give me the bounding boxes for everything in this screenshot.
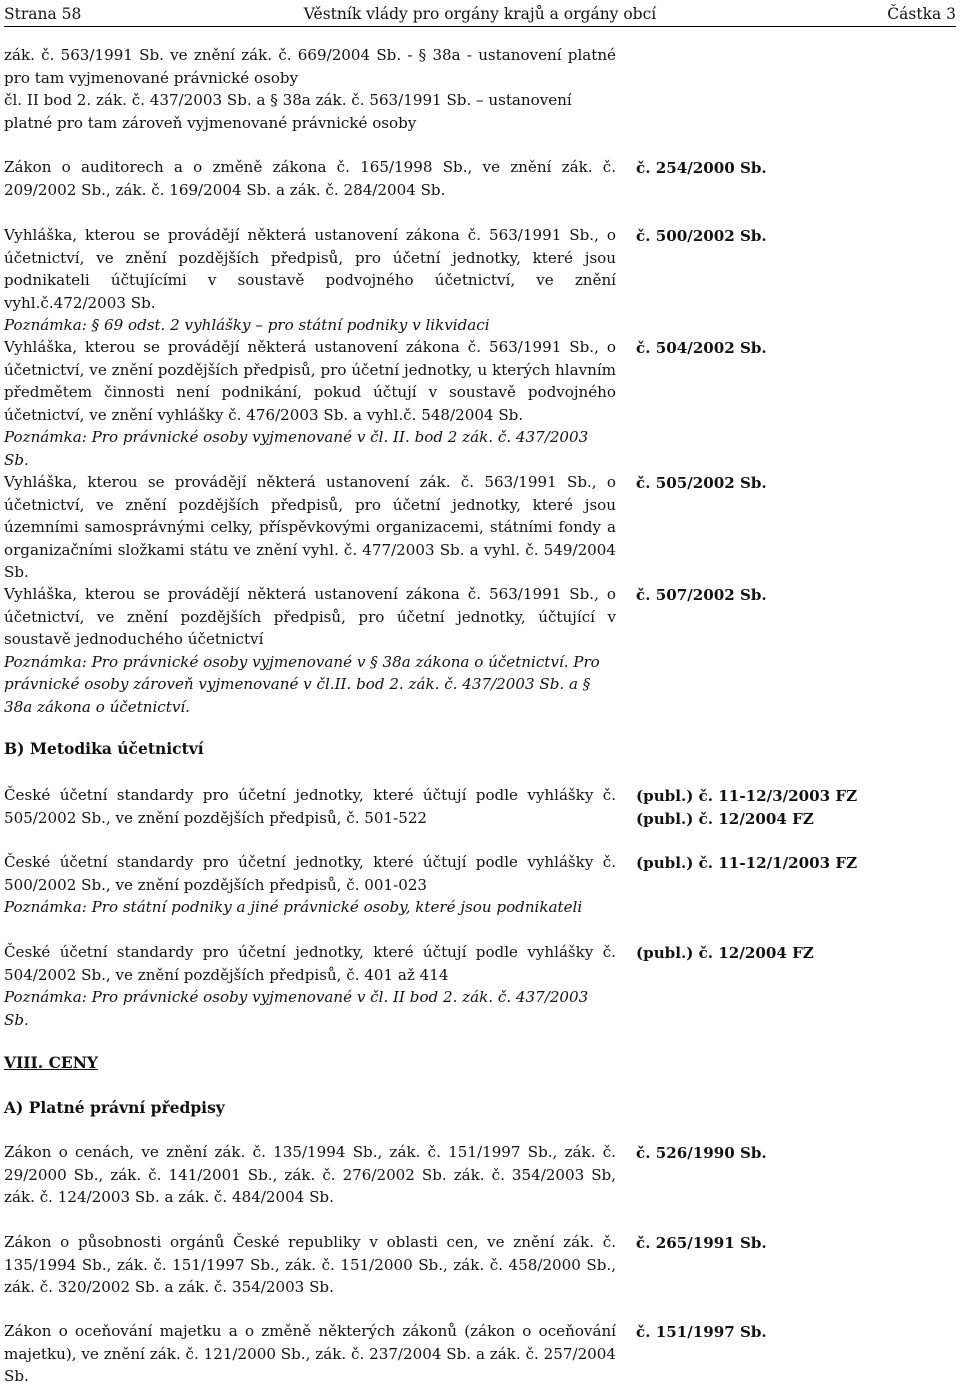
chapter-heading: VIII. CENY bbox=[4, 1053, 98, 1072]
item-reference bbox=[636, 1232, 956, 1255]
item-text: Vyhláška, kterou se provádějí některá ustanovení zákona č. 563/1991 Sb., o účetnictví, ve znění pozdějších předpisů, pro účetní jednotky, které jsou podnikateli účtujícími v soustavě podvojného účetnictví, ve znění vyhl.č.472/2003 Sb. bbox=[4, 226, 616, 312]
list-item bbox=[4, 1141, 616, 1209]
reference-number: č. 504/2002 Sb. bbox=[636, 339, 767, 357]
section-heading: A) Platné právní předpisy bbox=[4, 1098, 225, 1117]
item-reference bbox=[636, 1142, 956, 1165]
item-reference bbox=[636, 584, 956, 607]
page-header bbox=[4, 4, 956, 27]
item-note: Poznámka: Pro právnické osoby vyjmenované v § 38a zákona o účetnictví. Pro právnické osoby zároveň vyjmenované v čl.II. bod 2. zák. č. 437/2003 Sb. a § 38a zákona o účetnictví. bbox=[4, 652, 600, 716]
reference-number: (publ.) č. 12/2004 FZ bbox=[636, 809, 814, 828]
list-item bbox=[4, 336, 616, 471]
reference-number: č. 507/2002 Sb. bbox=[636, 586, 767, 604]
item-text: Zákon o cenách, ve znění zák. č. 135/1994 Sb., zák. č. 151/1997 Sb., zák. č. 29/2000 Sb., zák. č. 141/2001 Sb., zák. č. 276/2002 Sb. zák. č. 354/2003 Sb, zák. č. 124/2003 Sb. a zák. č. 484/2004 Sb. bbox=[4, 1143, 616, 1206]
item-reference bbox=[636, 1321, 956, 1344]
list-item bbox=[4, 941, 616, 1031]
publication-title: Věstník vlády pro orgány krajů a orgány obcí bbox=[303, 5, 657, 23]
item-note: Poznámka: Pro státní podniky a jiné právnické osoby, které jsou podnikateli bbox=[4, 898, 583, 916]
page-number: Strana 58 bbox=[4, 5, 82, 23]
item-note: Poznámka: Pro právnické osoby vyjmenované v čl. II. bod 2 zák. č. 437/2003 Sb. bbox=[4, 428, 589, 469]
list-item bbox=[4, 851, 616, 919]
list-item bbox=[4, 583, 616, 718]
item-text: Vyhláška, kterou se provádějí některá ustanovení zák. č. 563/1991 Sb., o účetnictví, ve znění pozdějších předpisů, pro účetní jednotky, které jsou územními samosprávnými celky, příspěvkovými organizacemi, státními fondy a organizačními složkami státu ve znění vyhl. č. 477/2003 Sb. a vyhl. č. 549/2004 Sb. bbox=[4, 473, 616, 581]
reference-number: č. 254/2000 Sb. bbox=[636, 159, 767, 177]
item-text: České účetní standardy pro účetní jednotky, které účtují podle vyhlášky č. 505/2002 Sb., ve znění pozdějších předpisů, č. 501-522 bbox=[4, 786, 616, 827]
item-note: Poznámka: Pro právnické osoby vyjmenované v čl. II bod 2. zák. č. 437/2003 Sb. bbox=[4, 988, 589, 1029]
reference-number: (publ.) č. 11-12/1/2003 FZ bbox=[636, 854, 858, 872]
item-text: Zákon o auditorech a o změně zákona č. 165/1998 Sb., ve znění zák. č. 209/2002 Sb., zák. č. 169/2004 Sb. a zák. č. 284/2004 Sb. bbox=[4, 158, 616, 199]
item-text: Vyhláška, kterou se provádějí některá ustanovení zákona č. 563/1991 Sb., o účetnictví, ve znění pozdějších předpisů, pro účetní jednotky, účtující v soustavě jednoduchého účetnictví bbox=[4, 585, 616, 648]
list-item bbox=[4, 224, 616, 337]
reference-number: č. 265/1991 Sb. bbox=[636, 1234, 767, 1252]
item-reference bbox=[636, 785, 956, 830]
section-heading: B) Metodika účetnictví bbox=[4, 739, 204, 758]
reference-number: č. 500/2002 Sb. bbox=[636, 227, 767, 245]
item-reference bbox=[636, 225, 956, 248]
item-text: České účetní standardy pro účetní jednotky, které účtují podle vyhlášky č. 504/2002 Sb., ve znění pozdějších předpisů, č. 401 až 414 bbox=[4, 943, 616, 984]
list-item bbox=[4, 784, 616, 829]
item-reference bbox=[636, 942, 956, 965]
reference-number: (publ.) č. 11-12/3/2003 FZ bbox=[636, 787, 858, 805]
item-text: zák. č. 563/1991 Sb. ve znění zák. č. 669/2004 Sb. - § 38a - ustanovení platné pro tam vyjmenované právnické osoby bbox=[4, 46, 616, 87]
item-text: Vyhláška, kterou se provádějí některá ustanovení zákona č. 563/1991 Sb., o účetnictví, ve znění pozdějších předpisů, pro účetní jednotky, u kterých hlavním předmětem činnosti není podnikání, pokud účtují v soustavě podvojného účetnictví, ve znění vyhlášky č. 476/2003 Sb. a vyhl.č. 548/2004 Sb. bbox=[4, 338, 616, 424]
item-reference bbox=[636, 852, 956, 875]
reference-number: č. 526/1990 Sb. bbox=[636, 1144, 767, 1162]
list-item bbox=[4, 156, 616, 201]
reference-number: (publ.) č. 12/2004 FZ bbox=[636, 944, 814, 962]
item-reference bbox=[636, 337, 956, 360]
list-item bbox=[4, 471, 616, 584]
item-text: Zákon o působnosti orgánů České republiky v oblasti cen, ve znění zák. č. 135/1994 Sb., zák. č. 151/1997 Sb., zák. č. 151/2000 Sb., zák. č. 458/2000 Sb., zák. č. 320/2002 Sb. a zák. č. 354/2003 Sb. bbox=[4, 1233, 616, 1296]
list-item bbox=[4, 1231, 616, 1299]
list-item bbox=[4, 1320, 616, 1388]
issue-number: Částka 3 bbox=[887, 5, 956, 23]
item-text: Zákon o oceňování majetku a o změně některých zákonů (zákon o oceňování majetku), ve znění zák. č. 121/2000 Sb., zák. č. 237/2004 Sb. a zák. č. 257/2004 Sb. bbox=[4, 1322, 616, 1385]
item-reference bbox=[636, 472, 956, 495]
item-note: Poznámka: § 69 odst. 2 vyhlášky – pro státní podniky v likvidaci bbox=[4, 316, 490, 334]
item-note: čl. II bod 2. zák. č. 437/2003 Sb. a § 38a zák. č. 563/1991 Sb. – ustanovení platné pro tam zároveň vyjmenované právnické osoby bbox=[4, 91, 572, 132]
item-reference bbox=[636, 157, 956, 180]
reference-number: č. 151/1997 Sb. bbox=[636, 1323, 767, 1341]
reference-number: č. 505/2002 Sb. bbox=[636, 474, 767, 492]
item-text: České účetní standardy pro účetní jednotky, které účtují podle vyhlášky č. 500/2002 Sb., ve znění pozdějších předpisů, č. 001-023 bbox=[4, 853, 616, 894]
list-item bbox=[4, 44, 616, 134]
